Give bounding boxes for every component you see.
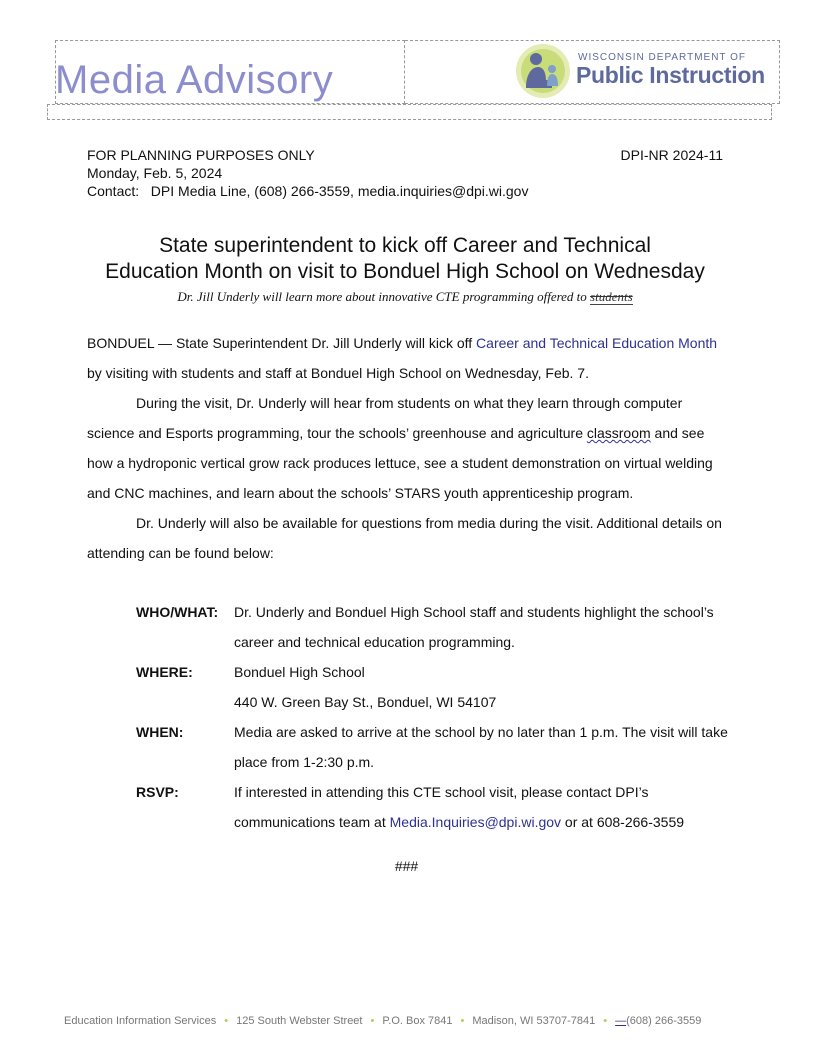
footer-phone-mark: — [615, 1015, 627, 1027]
who-value: Dr. Underly and Bonduel High School staff and students highlight the school’s career and technical education programming. [234, 604, 714, 650]
media-advisory-label: Media Advisory [55, 58, 334, 102]
rsvp-text-a: If interested in attending this CTE school visit, please contact DPI’s communications team at [234, 784, 649, 830]
footer-separator: • [603, 1015, 608, 1027]
rsvp-value [234, 777, 736, 837]
footer-phone: (608) 266-3559 [626, 1015, 702, 1027]
paragraph-2-text-a: During the visit, Dr. Underly will hear from students on what they learn through computer science and Esports programming, tour the schools’ greenhouse and agriculture [87, 395, 683, 441]
who-label: WHO/WHAT: [136, 604, 219, 620]
paragraph-2 [87, 388, 727, 508]
planning-notice: FOR PLANNING PURPOSES ONLY [87, 147, 315, 163]
footer-street: 125 South Webster Street [236, 1015, 363, 1027]
detail-row-where [136, 657, 736, 717]
event-details [136, 597, 736, 837]
footer-separator: • [460, 1015, 465, 1027]
detail-row-rsvp [136, 777, 736, 837]
footer-division: Education Information Services [64, 1015, 217, 1027]
subheadline-struck-word: students [590, 289, 633, 304]
headline-line-1: State superintendent to kick off Career and Technical [159, 234, 651, 257]
dpi-logo [514, 42, 770, 100]
footer-separator: • [224, 1015, 229, 1027]
detail-row-who [136, 597, 736, 657]
paragraph-1 [87, 328, 727, 388]
cte-month-link[interactable]: Career and Technical Education Month [476, 335, 718, 351]
subheadline [80, 289, 730, 305]
header-strip [47, 104, 772, 120]
headline [80, 233, 730, 285]
footer-pobox: P.O. Box 7841 [382, 1015, 453, 1027]
rsvp-text-b: or at 608-266-3559 [561, 814, 685, 830]
paragraph-1-text-a: BONDUEL — State Superintendent Dr. Jill Underly will kick off [87, 335, 477, 351]
rsvp-label: RSVP: [136, 784, 179, 800]
dpi-logo-icon [514, 42, 572, 100]
logo-line-2: Public Instruction [576, 62, 765, 88]
media-email-link[interactable]: Media.Inquiries@dpi.wi.gov [389, 814, 562, 830]
when-label: WHEN: [136, 724, 184, 740]
body-text [87, 328, 727, 568]
headline-line-2: Education Month on visit to Bonduel High School on Wednesday [105, 260, 705, 283]
detail-row-when [136, 717, 736, 777]
contact-line: Contact: DPI Media Line, (608) 266-3559, media.inquiries@dpi.wi.gov [87, 183, 529, 199]
paragraph-3: Dr. Underly will also be available for questions from media during the visit. Additional details on attending can be found below: [87, 515, 722, 561]
footer-separator: • [370, 1015, 375, 1027]
where-label: WHERE: [136, 664, 193, 680]
release-id: DPI-NR 2024-11 [620, 147, 723, 163]
where-line-1: Bonduel High School [234, 664, 365, 680]
when-value: Media are asked to arrive at the school by no later than 1 p.m. The visit will take place from 1-2:30 p.m. [234, 724, 728, 770]
spellcheck-word: classroom [586, 425, 651, 441]
logo-line-1: WISCONSIN DEPARTMENT OF [578, 52, 747, 63]
where-line-2: 440 W. Green Bay St., Bonduel, WI 54107 [234, 694, 497, 710]
paragraph-2-text-b: and see how a hydroponic vertical grow rack produces lettuce, see a student demonstration on virtual welding and CNC machines, and learn about the schools’ STARS youth apprenticeship program. [87, 425, 713, 501]
end-mark: ### [394, 858, 419, 874]
release-date: Monday, Feb. 5, 2024 [87, 165, 223, 181]
footer-city: Madison, WI 53707-7841 [472, 1015, 596, 1027]
subheadline-text: Dr. Jill Underly will learn more about innovative CTE programming offered to [177, 289, 591, 304]
where-value [234, 657, 736, 717]
footer [64, 1015, 701, 1027]
paragraph-1-text-b: by visiting with students and staff at Bonduel High School on Wednesday, Feb. 7. [87, 365, 589, 381]
release-meta [87, 146, 723, 200]
